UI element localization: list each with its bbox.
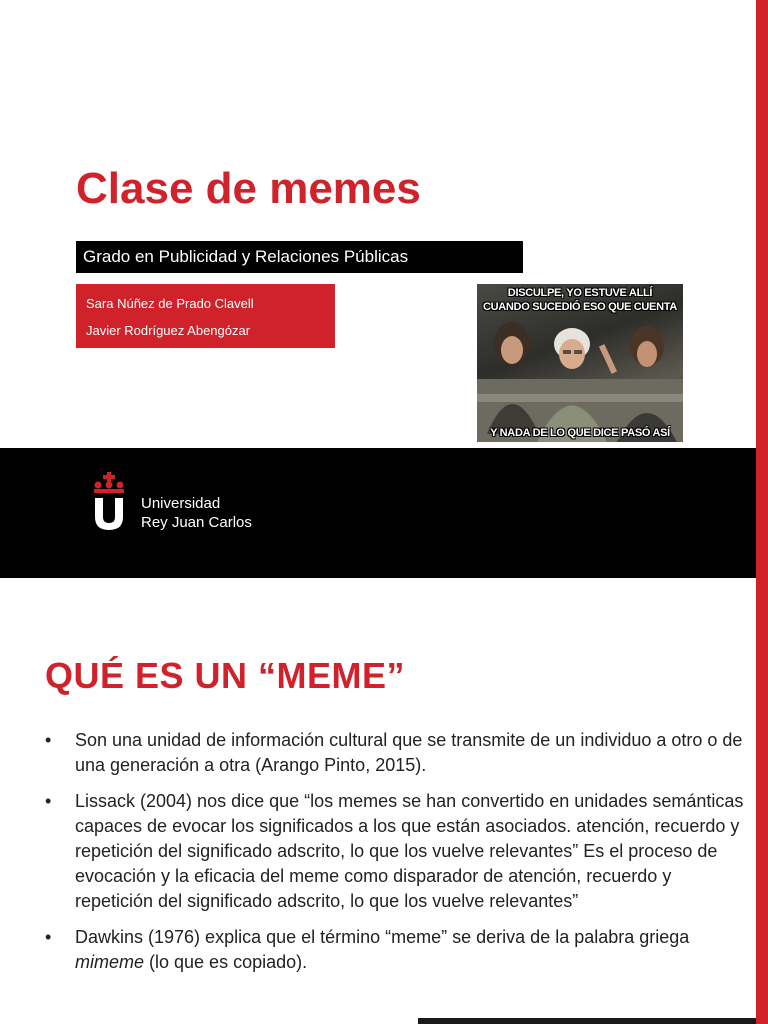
content-slide [0, 578, 768, 1024]
university-name-line: Universidad [141, 495, 221, 512]
meme-top-caption [477, 286, 683, 314]
bullet-icon: • [45, 730, 52, 750]
meme-image [477, 284, 683, 442]
bullet-text-emphasis: mimeme [75, 952, 145, 972]
bullet-text: Lissack (2004) nos dice que “los memes se han convertido en unidades semánticas capaces de evocar los significados a los que están asociados. atención, recuerdo y repetición del significado adscrito, lo que los vuelve relevantes” Es el proceso de evocación y la eficacia del meme como disparador de atención, recuerdo y repetición del significado adscrito, lo que los vuelve relevantes” [75, 791, 744, 911]
bullet-text [75, 927, 689, 972]
author-name: Javier Rodríguez Abengózar [86, 323, 251, 338]
slide-title: QUÉ ES UN “MEME” [45, 655, 406, 696]
list-item [45, 925, 745, 975]
bullet-text: Son una unidad de información cultural que se transmite de un individuo a otro o de una generación a otra (Arango Pinto, 2015). [75, 730, 743, 775]
list-item [45, 728, 745, 778]
authors-box [76, 284, 335, 348]
meme-bottom-caption: Y NADA DE LO QUE DICE PASÓ ASÍ [490, 427, 670, 439]
author-name: Sara Núñez de Prado Clavell [86, 296, 254, 311]
bullet-icon: • [45, 927, 52, 947]
university-name [141, 494, 252, 532]
red-edge-stripe [756, 578, 768, 1024]
bullet-list [45, 728, 745, 986]
list-item [45, 789, 745, 914]
university-name-line: Rey Juan Carlos [141, 514, 252, 531]
red-edge-stripe [756, 0, 768, 578]
bullet-text-part: (lo que es copiado). [144, 952, 308, 972]
subtitle-bar: Grado en Publicidad y Relaciones Públicas [76, 241, 523, 273]
bullet-icon: • [45, 791, 52, 811]
bullet-text-part: Dawkins (1976) explica que el término “meme” se deriva de la palabra griega [75, 927, 690, 947]
meme-caption-line: DISCULPE, YO ESTUVE ALLÍ [507, 287, 653, 299]
university-crest-icon [92, 472, 126, 530]
slide-title: Clase de memes [76, 164, 421, 213]
meme-caption-line: CUANDO SUCEDIÓ ESO QUE CUENTA [482, 301, 677, 313]
next-slide-edge [418, 1018, 756, 1024]
